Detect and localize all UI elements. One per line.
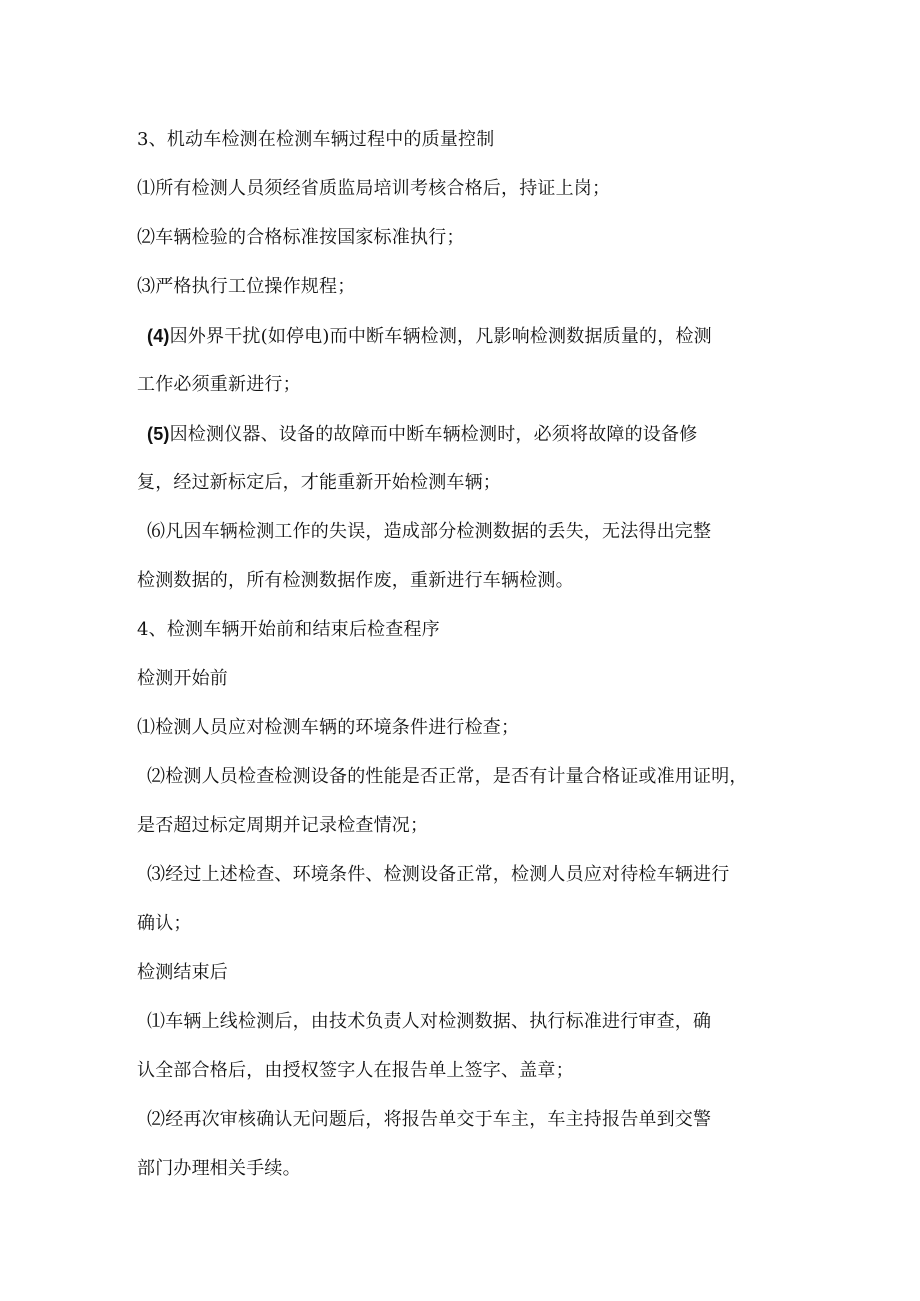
section-4-heading: 4、检测车辆开始前和结束后检查程序 (137, 619, 440, 640)
section-3-item-1: ⑴所有检测人员须经省质监局培训考核合格后，持证上岗； (137, 178, 611, 199)
section-3-item-4-line-1 (147, 324, 712, 349)
after-item-2-line-2: 部门办理相关手续。 (137, 1158, 301, 1179)
section-3-heading: 3、机动车检测在检测车辆过程中的质量控制 (137, 129, 495, 150)
after-item-1-line-1: ⑴车辆上线检测后，由技术负责人对检测数据、执行标准进行审查，确 (147, 1011, 712, 1032)
before-item-3-line-1: ⑶经过上述检查、环境条件、检测设备正常，检测人员应对待检车辆进行 (147, 864, 730, 885)
section-3-item-6-line-2: 检测数据的，所有检测数据作废，重新进行车辆检测。 (137, 570, 574, 591)
after-item-1-line-2: 认全部合格后，由授权签字人在报告单上签字、盖章； (137, 1060, 574, 1081)
section-3-item-4-line-2: 工作必须重新进行； (137, 374, 301, 395)
before-item-2-line-1: ⑵检测人员检查检测设备的性能是否正常，是否有计量合格证或准用证明， (147, 766, 748, 787)
item-5-text: 因检测仪器、设备的故障而中断车辆检测时，必须将故障的设备修 (169, 424, 698, 445)
after-heading: 检测结束后 (137, 962, 228, 983)
item-5-number: (5) (147, 424, 170, 444)
after-item-2-line-1: ⑵经再次审核确认无问题后，将报告单交于车主，车主持报告单到交警 (147, 1109, 712, 1130)
before-item-2-line-2: 是否超过标定周期并记录检查情况； (137, 815, 429, 836)
section-3-item-5-line-2: 复，经过新标定后，才能重新开始检测车辆； (137, 472, 501, 493)
section-3-item-3: ⑶严格执行工位操作规程； (137, 276, 356, 297)
item-4-number: (4) (147, 326, 170, 346)
section-3-item-5-line-1 (147, 422, 697, 447)
item-4-text: 因外界干扰(如停电)而中断车辆检测，凡影响检测数据质量的，检测 (169, 326, 712, 347)
section-3-item-2: ⑵车辆检验的合格标准按国家标准执行； (137, 227, 465, 248)
section-3-item-6-line-1: ⑹凡因车辆检测工作的失误，造成部分检测数据的丢失，无法得出完整 (147, 521, 712, 542)
before-heading: 检测开始前 (137, 668, 228, 689)
before-item-3-line-2: 确认； (137, 913, 192, 934)
before-item-1: ⑴检测人员应对检测车辆的环境条件进行检查； (137, 717, 520, 738)
